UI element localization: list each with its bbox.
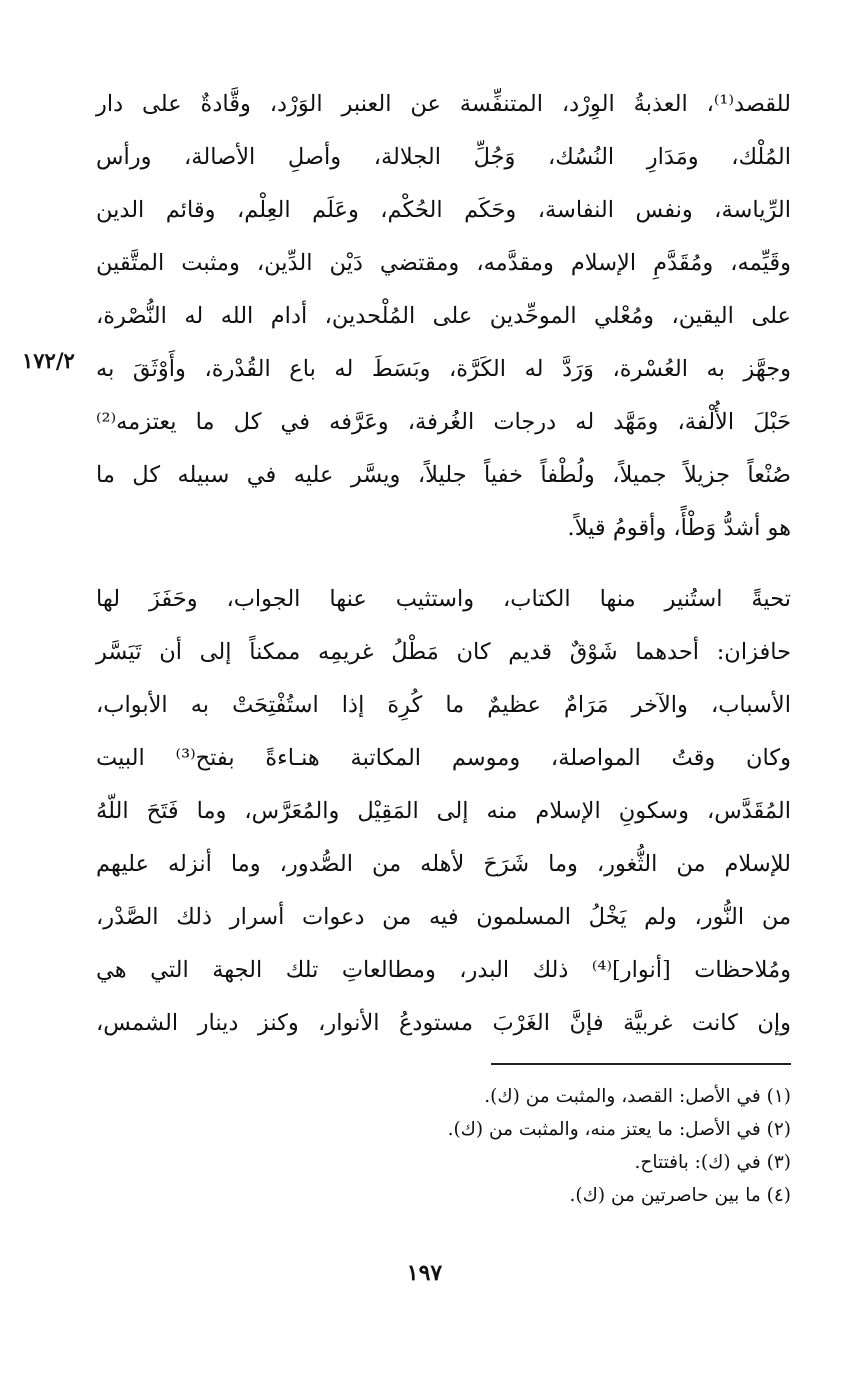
paragraph-2	[96, 573, 791, 1050]
text-line: وجهَّز به العُسْرة، وَرَدَّ له الكَرَّة، وبَسَطَ له باع القُدْرة، وأَوْثَقَ به	[96, 356, 791, 382]
text-line: وإن كانت غربيَّة فإنَّ الغَرْبَ مستودعُ الأنوار، وكنز دينار الشمس،	[96, 1010, 791, 1036]
text-line: من النُّور، ولم يَخْلُ المسلمون فيه من دعوات أسرار ذلك الصَّدْر،	[96, 904, 791, 930]
footnote-separator	[491, 1063, 791, 1065]
text-line: للإسلام من الثُّغور، وما شَرَحَ لأهله من الصُّدور، وما أنزله عليهم	[96, 851, 791, 877]
text-line: للقصد⁽¹⁾، العذبةُ الوِرْد، المتنفِّسة عن العنبر الوَرْد، وقَّادةٌ على دار	[96, 91, 791, 117]
text-line: المُلْك، ومَدَارِ النُسُك، وَجُلِّ الجلالة، وأصلِ الأصالة، ورأس	[96, 144, 791, 170]
paragraph-1	[96, 78, 791, 555]
footnote: (٣) في (ك): بافتتاح.	[634, 1152, 791, 1173]
text-line: وقَيِّمه، ومُقَدَّمِ الإسلام ومقدَّمه، ومقتضي دَيْن الدِّين، ومثبت المتَّقين	[96, 250, 791, 276]
text-line: على اليقين، ومُعْلي الموحِّدين على المُلْحدين، أدام الله له النُّصْرة،	[96, 303, 791, 329]
text-line: الرِّياسة، ونفس النفاسة، وحَكَم الحُكْم، وعَلَم العِلْم، وقائم الدين	[96, 197, 791, 223]
footnote: (٢) في الأصل: ما يعتز منه، والمثبت من (ك).	[447, 1119, 791, 1140]
main-text	[96, 78, 791, 1050]
text-line: حافزان: أحدهما شَوْقٌ قديم كان مَطْلُ غريمِه ممكناً إلى أن تَيَسَّر	[96, 639, 791, 665]
text-line: المُقَدَّس، وسكونِ الإسلام منه إلى المَقِيْل والمُعَرَّس، وما فَتَحَ اللّهُ	[96, 798, 791, 824]
margin-volume-page-reference: ١٧٢/٢	[22, 348, 75, 373]
footnote: (٤) ما بين حاصرتين من (ك).	[569, 1185, 791, 1206]
text-line: الأسباب، والآخر مَرَامٌ عظيمٌ ما كُرِهَ إذا استُفْتِحَتْ به الأبواب،	[96, 692, 791, 718]
text-line: هو أشدُّ وَطْأً، وأقومُ قيلاً.	[567, 515, 791, 541]
text-line: ومُلاحظات [أنوار]⁽⁴⁾ ذلك البدر، ومطالعاتِ تلك الجهة التي هي	[96, 957, 791, 983]
footnotes	[96, 1080, 791, 1212]
footnote: (١) في الأصل: القصد، والمثبت من (ك).	[484, 1086, 791, 1107]
text-line: صُنْعاً جزيلاً جميلاً، ولُطْفاً خفياً جليلاً، ويسَّر عليه في سبيله كل ما	[96, 462, 791, 488]
text-line: تحيةً استُنير منها الكتاب، واستثيب عنها الجواب، وحَفَزَ لها	[96, 586, 791, 612]
text-line: حَبْلَ الأُلْفة، ومَهَّد له درجات الغُرفة، وعَرَّفه في كل ما يعتزمه⁽²⁾	[96, 409, 791, 435]
text-line: وكان وقتُ المواصلة، وموسم المكاتبة هنـاءةً بفتح⁽³⁾ البيت	[96, 745, 791, 771]
page-number: ١٩٧	[406, 1260, 443, 1286]
